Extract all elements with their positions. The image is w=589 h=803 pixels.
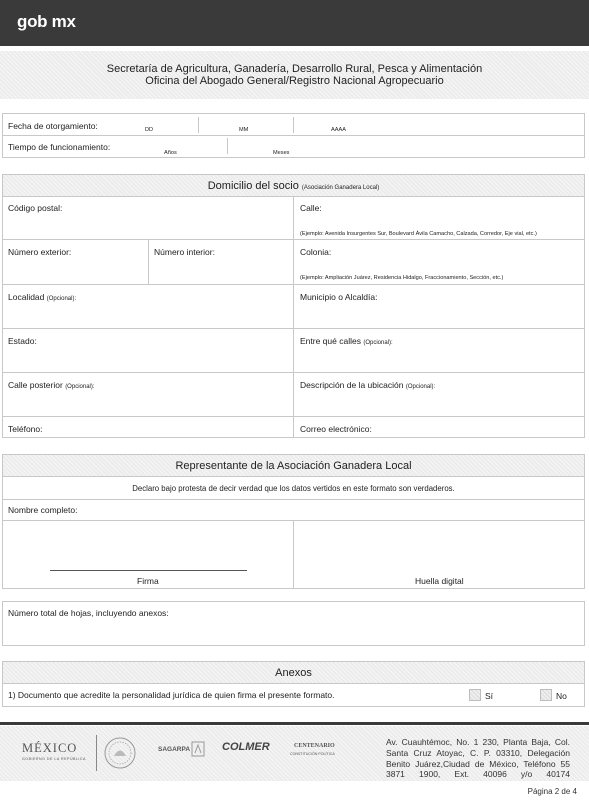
colonia-ejemplo: (Ejemplo: Ampliación Juárez, Residencia Hidalgo, Fraccionamiento, Sección, etc.) <box>300 275 504 281</box>
column-divider <box>148 239 149 284</box>
anexos-title: Anexos <box>3 662 584 684</box>
colmer-logo: COLMER <box>222 741 270 753</box>
calle-posterior-label: Calle posterior <box>8 380 63 390</box>
top-bar <box>0 0 589 46</box>
dd-divider <box>198 117 199 133</box>
calle-posterior-field[interactable] <box>8 380 95 390</box>
anios-divider <box>227 138 228 154</box>
domicilio-title-text: Domicilio del socio <box>207 180 299 192</box>
municipio-field[interactable]: Municipio o Alcaldía: <box>300 292 378 302</box>
meses-field[interactable]: Meses <box>273 150 290 156</box>
domicilio-title <box>3 175 584 197</box>
calle-field[interactable]: Calle: <box>300 203 322 213</box>
anexos-section <box>2 661 585 707</box>
dd-field[interactable]: DD <box>145 127 154 133</box>
header-line-1: Secretaría de Agricultura, Ganadería, Desarrollo Rural, Pesca y Alimentación <box>106 63 483 75</box>
centenario-logo-sub: CONSTITUCIÓN POLÍTICA <box>290 752 335 756</box>
sagarpa-logo: SAGARPA <box>158 746 191 753</box>
anexo-item-1: 1) Documento que acredite la personalidad jurídica de quien firma el presente formato. <box>8 690 335 700</box>
localidad-field[interactable] <box>8 292 76 302</box>
header-line-2: Oficina del Abogado General/Registro Nacional Agropecuario <box>145 75 444 87</box>
domicilio-section <box>2 174 585 438</box>
firma-label: Firma <box>137 576 159 586</box>
aaaa-field[interactable]: AAAA <box>331 127 346 133</box>
nombre-completo-field[interactable]: Nombre completo: <box>8 505 78 515</box>
numero-interior-field[interactable]: Número interior: <box>154 247 215 257</box>
no-checkbox[interactable] <box>540 689 552 701</box>
representante-section <box>2 454 585 589</box>
entre-calles-field[interactable] <box>300 336 393 346</box>
numero-hojas-label: Número total de hojas, incluyendo anexos: <box>8 608 169 618</box>
no-label: No <box>556 691 567 701</box>
si-label: Sí <box>485 691 494 701</box>
column-divider <box>293 520 294 589</box>
anios-field[interactable]: Años <box>164 150 177 156</box>
fechas-row-divider <box>3 135 584 136</box>
si-checkbox[interactable] <box>469 689 481 701</box>
header-band <box>0 51 589 99</box>
domicilio-title-small: (Asociación Ganadera Local) <box>301 185 380 191</box>
huella-digital-label: Huella digital <box>415 576 464 586</box>
numero-exterior-field[interactable]: Número exterior: <box>8 247 72 257</box>
opcional-tag: (Opcional): <box>405 384 436 390</box>
declaracion-text: Declaro bajo protesta de decir verdad que los datos vertidos en este formato son verdaderos. <box>132 484 455 493</box>
page-number: Página 2 de 4 <box>527 787 577 796</box>
row-divider <box>3 499 584 500</box>
gobmx-logo: gob mx <box>17 12 76 31</box>
opcional-tag: (Opcional): <box>363 340 393 346</box>
representante-title: Representante de la Asociación Ganadera Local <box>3 455 584 477</box>
codigo-postal-field[interactable]: Código postal: <box>8 203 63 213</box>
calle-ejemplo: (Ejemplo: Avenida Insurgentes Sur, Boulevard Ávila Camacho, Calzada, Corredor, Eje vial, etc.) <box>300 231 537 237</box>
entre-calles-label: Entre qué calles <box>300 336 361 346</box>
logo-separator <box>96 735 97 771</box>
footer-divider <box>0 722 589 725</box>
fechas-section <box>2 113 585 158</box>
colonia-field[interactable]: Colonia: <box>300 247 332 257</box>
mm-divider <box>293 117 294 133</box>
escudo-nacional-icon <box>103 736 137 770</box>
hojas-section[interactable] <box>2 601 585 646</box>
mexico-logo: MÉXICO <box>22 741 78 755</box>
fecha-otorgamiento-label: Fecha de otorgamiento: <box>8 121 98 131</box>
mexico-logo-sub: GOBIERNO DE LA REPÚBLICA <box>22 757 86 761</box>
tiempo-funcionamiento-label: Tiempo de funcionamiento: <box>8 142 111 152</box>
sagarpa-emblem-icon <box>191 741 205 757</box>
localidad-label: Localidad <box>8 292 45 302</box>
telefono-field[interactable]: Teléfono: <box>8 424 43 434</box>
centenario-logo: CENTENARIO <box>294 743 335 749</box>
descripcion-label: Descripción de la ubicación <box>300 380 404 390</box>
footer-address: Av. Cuauhtémoc, No. 1 230, Planta Baja, Col. Santa Cruz Atoyac, C. P. 03310, Delegación Benito Juárez,Ciudad de México, Teléfono 55 3871 1900, Ext. 40096 y/o 40174 <box>386 737 570 780</box>
estado-field[interactable]: Estado: <box>8 336 37 346</box>
descripcion-ubicacion-field[interactable] <box>300 380 435 390</box>
mm-field[interactable]: MM <box>239 127 249 133</box>
firma-line[interactable] <box>50 570 247 571</box>
column-divider <box>293 197 294 438</box>
opcional-tag: (Opcional): <box>65 384 95 390</box>
correo-field[interactable]: Correo electrónico: <box>300 424 372 434</box>
opcional-tag: (Opcional): <box>46 296 77 302</box>
